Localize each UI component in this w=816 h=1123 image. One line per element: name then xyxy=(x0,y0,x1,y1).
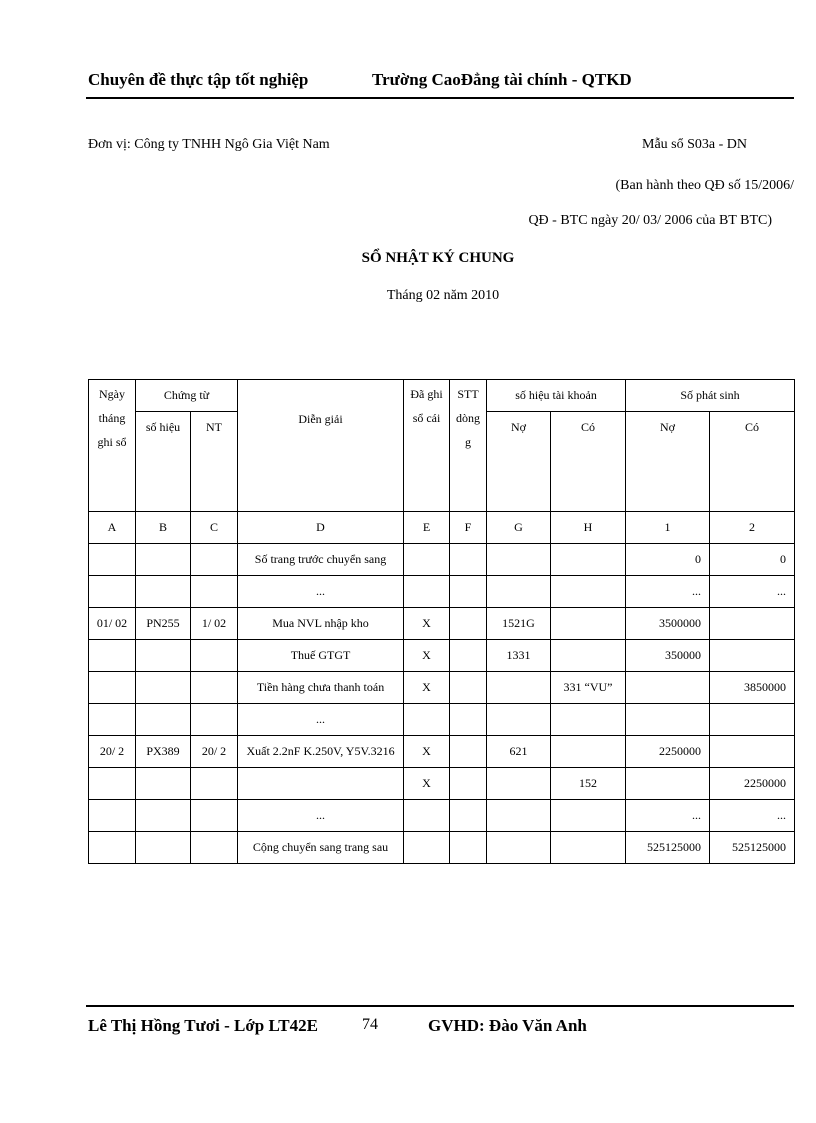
cell-amount-credit: 525125000 xyxy=(710,832,795,864)
cell-voucher-date xyxy=(191,640,238,672)
col-header-voucher: Chứng từ xyxy=(136,380,238,412)
col-header-voucher-date: NT xyxy=(191,412,238,512)
cell-account-debit xyxy=(487,544,551,576)
col-header-line-no-line1: STT xyxy=(457,387,479,401)
col-code: A xyxy=(89,512,136,544)
cell-amount-debit: ... xyxy=(626,800,710,832)
cell-voucher-no xyxy=(136,832,191,864)
cell-account-debit xyxy=(487,800,551,832)
cell-amount-debit xyxy=(626,672,710,704)
cell-posted xyxy=(404,544,450,576)
cell-amount-debit: 350000 xyxy=(626,640,710,672)
col-code: H xyxy=(551,512,626,544)
col-code: B xyxy=(136,512,191,544)
cell-account-debit xyxy=(487,576,551,608)
cell-amount-credit xyxy=(710,608,795,640)
cell-voucher-date xyxy=(191,768,238,800)
cell-amount-credit: 0 xyxy=(710,544,795,576)
col-code: 1 xyxy=(626,512,710,544)
cell-description xyxy=(238,768,404,800)
cell-description: Cộng chuyển sang trang sau xyxy=(238,832,404,864)
cell-amount-credit: ... xyxy=(710,576,795,608)
cell-account-credit: 331 “VU” xyxy=(551,672,626,704)
issued-note-line1: (Ban hành theo QĐ số 15/2006/ xyxy=(615,178,794,193)
cell-posted xyxy=(404,576,450,608)
cell-amount-debit: 525125000 xyxy=(626,832,710,864)
document-period: Tháng 02 năm 2010 xyxy=(386,288,500,303)
cell-date: 01/ 02 xyxy=(89,608,136,640)
cell-account-debit xyxy=(487,704,551,736)
cell-voucher-date xyxy=(191,544,238,576)
cell-account-debit: 1331 xyxy=(487,640,551,672)
cell-amount-debit xyxy=(626,768,710,800)
cell-voucher-no: PN255 xyxy=(136,608,191,640)
table-row xyxy=(89,832,795,864)
cell-line-no xyxy=(450,704,487,736)
cell-date xyxy=(89,576,136,608)
cell-amount-credit: 2250000 xyxy=(710,768,795,800)
cell-voucher-date xyxy=(191,576,238,608)
cell-amount-credit xyxy=(710,736,795,768)
table-row xyxy=(89,576,795,608)
cell-description: ... xyxy=(238,704,404,736)
col-header-amount-debit: Nợ xyxy=(626,412,710,512)
cell-account-debit: 1521G xyxy=(487,608,551,640)
cell-posted: X xyxy=(404,672,450,704)
cell-account-credit xyxy=(551,704,626,736)
cell-account-credit: 152 xyxy=(551,768,626,800)
cell-account-debit xyxy=(487,832,551,864)
table-row xyxy=(89,640,795,672)
column-code-row xyxy=(89,512,795,544)
col-header-posted xyxy=(404,380,450,512)
col-header-line-no-line2: dòng xyxy=(456,411,481,425)
col-code: E xyxy=(404,512,450,544)
table-row xyxy=(89,608,795,640)
cell-posted: X xyxy=(404,736,450,768)
cell-posted: X xyxy=(404,768,450,800)
cell-account-credit xyxy=(551,640,626,672)
cell-voucher-no xyxy=(136,800,191,832)
col-header-amount-credit: Có xyxy=(710,412,795,512)
cell-amount-credit xyxy=(710,704,795,736)
cell-voucher-no xyxy=(136,768,191,800)
cell-account-debit xyxy=(487,672,551,704)
cell-posted xyxy=(404,832,450,864)
table-row xyxy=(89,768,795,800)
col-header-date-line3: ghi sổ xyxy=(97,435,127,449)
cell-voucher-no: PX389 xyxy=(136,736,191,768)
footer-advisor: GVHD: Đào Văn Anh xyxy=(428,1016,587,1035)
cell-date xyxy=(89,672,136,704)
cell-line-no xyxy=(450,576,487,608)
footer-author: Lê Thị Hồng Tươi - Lớp LT42E xyxy=(88,1016,318,1035)
cell-date: 20/ 2 xyxy=(89,736,136,768)
cell-account-credit xyxy=(551,544,626,576)
col-code: C xyxy=(191,512,238,544)
table-row xyxy=(89,736,795,768)
page-number: 74 xyxy=(362,1016,378,1033)
table-row xyxy=(89,672,795,704)
cell-date xyxy=(89,704,136,736)
cell-voucher-no xyxy=(136,672,191,704)
table-row xyxy=(89,544,795,576)
col-header-line-no-line3: g xyxy=(465,435,472,449)
col-code: 2 xyxy=(710,512,795,544)
cell-posted xyxy=(404,704,450,736)
cell-voucher-no xyxy=(136,544,191,576)
col-header-date-line1: Ngày xyxy=(99,387,125,401)
cell-line-no xyxy=(450,640,487,672)
col-code: D xyxy=(238,512,404,544)
col-header-posted-line2: sổ cái xyxy=(412,411,441,425)
cell-line-no xyxy=(450,768,487,800)
cell-posted xyxy=(404,800,450,832)
cell-line-no xyxy=(450,800,487,832)
col-header-account: số hiệu tài khoản xyxy=(487,380,626,412)
cell-amount-debit xyxy=(626,704,710,736)
document-title: SỔ NHẬT KÝ CHUNG xyxy=(361,250,515,266)
header-rule xyxy=(86,97,794,99)
cell-account-credit xyxy=(551,576,626,608)
cell-description: ... xyxy=(238,800,404,832)
cell-account-credit xyxy=(551,800,626,832)
issued-note-line2: QĐ - BTC ngày 20/ 03/ 2006 của BT BTC) xyxy=(528,213,772,228)
cell-voucher-date: 1/ 02 xyxy=(191,608,238,640)
cell-voucher-no xyxy=(136,704,191,736)
header-left: Chuyên đề thực tập tốt nghiệp xyxy=(88,70,309,89)
col-header-date-line2: tháng xyxy=(98,411,126,425)
cell-account-credit xyxy=(551,736,626,768)
cell-date xyxy=(89,640,136,672)
col-header-account-credit: Có xyxy=(551,412,626,512)
cell-description: Thuế GTGT xyxy=(238,640,404,672)
col-header-line-no xyxy=(450,380,487,512)
cell-amount-credit xyxy=(710,640,795,672)
col-code: G xyxy=(487,512,551,544)
table-row xyxy=(89,800,795,832)
cell-amount-debit: ... xyxy=(626,576,710,608)
cell-line-no xyxy=(450,832,487,864)
cell-voucher-date xyxy=(191,800,238,832)
cell-voucher-date: 20/ 2 xyxy=(191,736,238,768)
cell-amount-debit: 0 xyxy=(626,544,710,576)
col-header-description: Diễn giải xyxy=(238,380,404,512)
cell-account-credit xyxy=(551,832,626,864)
cell-voucher-date xyxy=(191,704,238,736)
cell-date xyxy=(89,544,136,576)
cell-description: ... xyxy=(238,576,404,608)
cell-date xyxy=(89,832,136,864)
cell-amount-credit: 3850000 xyxy=(710,672,795,704)
cell-amount-debit: 3500000 xyxy=(626,608,710,640)
unit-name: Đơn vị: Công ty TNHH Ngô Gia Việt Nam xyxy=(88,137,330,152)
cell-line-no xyxy=(450,736,487,768)
cell-voucher-no xyxy=(136,576,191,608)
cell-voucher-date xyxy=(191,672,238,704)
cell-voucher-date xyxy=(191,832,238,864)
col-header-voucher-no: số hiệu xyxy=(136,412,191,512)
cell-posted: X xyxy=(404,608,450,640)
cell-description: Xuất 2.2nF K.250V, Y5V.3216 xyxy=(238,736,404,768)
cell-amount-debit: 2250000 xyxy=(626,736,710,768)
cell-account-debit: 621 xyxy=(487,736,551,768)
col-code: F xyxy=(450,512,487,544)
cell-line-no xyxy=(450,608,487,640)
cell-line-no xyxy=(450,544,487,576)
cell-line-no xyxy=(450,672,487,704)
cell-voucher-no xyxy=(136,640,191,672)
col-header-amount: Số phát sinh xyxy=(626,380,795,412)
cell-description: Tiền hàng chưa thanh toán xyxy=(238,672,404,704)
cell-description: Mua NVL nhập kho xyxy=(238,608,404,640)
form-code: Mẫu sổ S03a - DN xyxy=(642,137,747,152)
header-right: Trường CaoĐẳng tài chính - QTKD xyxy=(372,70,632,89)
cell-date xyxy=(89,800,136,832)
cell-date xyxy=(89,768,136,800)
col-header-posted-line1: Đã ghi xyxy=(410,387,443,401)
table-row xyxy=(89,704,795,736)
cell-description: Số trang trước chuyển sang xyxy=(238,544,404,576)
journal-table xyxy=(88,379,795,864)
footer-rule xyxy=(86,1005,794,1007)
cell-account-debit xyxy=(487,768,551,800)
col-header-date xyxy=(89,380,136,512)
cell-account-credit xyxy=(551,608,626,640)
cell-posted: X xyxy=(404,640,450,672)
journal-body xyxy=(89,544,795,864)
col-header-account-debit: Nợ xyxy=(487,412,551,512)
cell-amount-credit: ... xyxy=(710,800,795,832)
